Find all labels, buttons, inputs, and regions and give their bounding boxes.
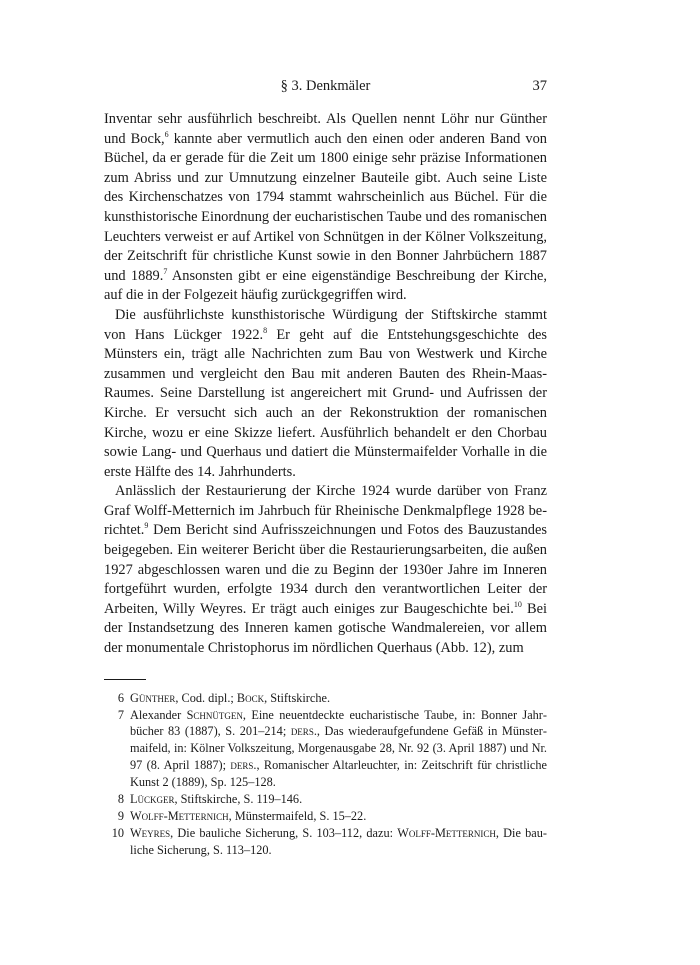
author-name: Bock: [236, 690, 265, 705]
footnote-text: [130, 791, 547, 808]
footnote-text: [130, 707, 547, 792]
author-name: Wolff-Metternich: [397, 825, 496, 840]
author-name: ders.: [290, 724, 317, 739]
footnote-ref: 7: [163, 266, 168, 276]
text-run: , Die bauliche Sicherung, S. 103–112, dazu:: [170, 825, 398, 840]
text-run: , Stiftskirche, S. 119–146.: [174, 792, 303, 807]
text-run: , Stiftskirche.: [264, 690, 331, 705]
footnote: [104, 707, 547, 792]
main-text: [104, 110, 547, 659]
text-run: , Münstermaifeld, S. 15–22.: [228, 808, 367, 823]
footnote: [104, 808, 547, 825]
book-page: [104, 78, 547, 859]
text-run: , Das wiederaufgefundene Gefäß in Münstermaifeld, in: Kölner Volkszeitung, Morgenausgabe 28, Nr. 92 (3. April 1887) und Nr. 97 (8. April 1887);: [130, 724, 547, 773]
text-run: Anlässlich der Restaurierung der Kirche 1924 wurde darüber von Franz Graf Wolff-Metternich im Jahrbuch für Rheinische Denkmalpflege 1928 berichtet.: [104, 483, 547, 539]
footnote-ref: 6: [164, 129, 169, 139]
text-run: Bei der Instandsetzung des Inneren kamen gotische Wandmalereien, vor allem der monumentale Christophorus im nördlichen Querhaus (Abb. 12), zum: [104, 600, 547, 657]
footnote-ref: 9: [144, 521, 149, 531]
footnote-text: [130, 825, 547, 859]
paragraph: [104, 306, 547, 482]
footnote-number: 8: [117, 792, 124, 807]
footnote-text: [130, 808, 547, 825]
author-name: Schnütgen: [186, 707, 243, 722]
author-name: Lückger: [130, 792, 175, 807]
footnote-ref: 10: [513, 600, 522, 610]
text-run: Dem Bericht sind Aufrisszeichnungen und Fotos des Bauzustandes beigegeben. Ein weiterer Bericht über die Restaurierungsarbeiten, die außen 1927 abgeschlossen waren und die zu Beginn der 1930er Jahre im Inneren fortgeführt wurden, erfolgte 1934 durch den verantwortlichen Leiter der Arbeiten, Willy Weyres. Er trägt auch einiges zur Baugeschichte bei.: [104, 522, 547, 617]
text-run: , Eine neuentdeckte eucharistische Taube, in: Bonner Jahrbücher 83 (1887), S. 201–214;: [130, 707, 548, 739]
text-run: Er geht auf die Entstehungsgeschichte des Münsters ein, trägt alle Nachrichten zum Bau von Westwerk und Kirche zusammen und vergleicht den Bau mit anderen Bauten des Rhein-Maas-Raumes. Seine Darstellung ist angereichert mit Grund- und Aufrissen der Kirche. Er versucht sich auch an der Rekonstruktion der romanischen Kirche, wozu er eine Skizze liefert. Ausführlich behandelt er den Chorbau sowie Lang- und Querhaus und datiert die Münstermaifelder Vorhalle in die erste Hälfte des 14. Jahrhunderts.: [104, 326, 548, 480]
text-run: , Die bauliche Sicherung, S. 113–120.: [130, 825, 547, 857]
footnote-text: [130, 690, 547, 707]
paragraph: [104, 482, 547, 658]
footnote: [104, 791, 547, 808]
footnote: [104, 825, 547, 859]
text-run: Ansonsten gibt er eine eigenständige Beschreibung der Kirche, auf die in der Folgezeit häufig zurückgegriffen wird.: [104, 267, 548, 304]
author-name: Wolff-Metternich: [130, 808, 229, 823]
paragraph: [104, 110, 547, 306]
footnote-ref: 8: [263, 325, 268, 335]
text-run: , Cod. dipl.;: [175, 690, 237, 705]
text-run: Alexander: [130, 707, 187, 722]
footnote-number: 7: [117, 707, 124, 722]
text-run: Inventar sehr ausführlich beschreibt. Als Quellen nennt Löhr nur Günther und Bock,: [104, 111, 547, 147]
footnote-separator: [104, 679, 146, 680]
footnote-number: 6: [117, 690, 124, 705]
running-header: [104, 78, 547, 100]
footnote-number: 10: [111, 825, 124, 840]
author-name: Günther: [130, 690, 176, 705]
author-name: Weyres: [130, 825, 171, 840]
text-run: , Romanischer Altarleuchter, in: Zeitschrift für christliche Kunst 2 (1889), Sp. 125–128.: [130, 758, 547, 790]
author-name: ders.: [230, 758, 257, 773]
text-run: kannte aber vermutlich auch den einen oder anderen Band von Büchel, da er gerade für die Zeit um 1800 einige sehr präzise Informationen zum Abriss und zur Umnutzung einzelner Bauteile gibt. Auch seine Liste des Kirchenschatzes von 1794 stammt wahrscheinlich aus Büchel. Für die kunsthistorische Einordnung der eucharistischen Taube und des romanischen Leuchters verweist er auf Artikel von Schnütgen in der Kölner Volkszeitung, der Zeitschrift für christliche Kunst sowie in den Bonner Jahrbüchern 1887 und 1889.: [104, 130, 547, 284]
footnotes: [104, 690, 547, 859]
footnote-number: 9: [117, 808, 124, 823]
footnote: [104, 690, 547, 707]
page-number: 37: [532, 78, 547, 94]
running-title: § 3. Denkmäler: [280, 78, 371, 94]
text-run: Die ausführlichste kunsthistorische Würdigung der Stiftskirche stammt von Hans Lückger 1922.: [104, 306, 547, 343]
